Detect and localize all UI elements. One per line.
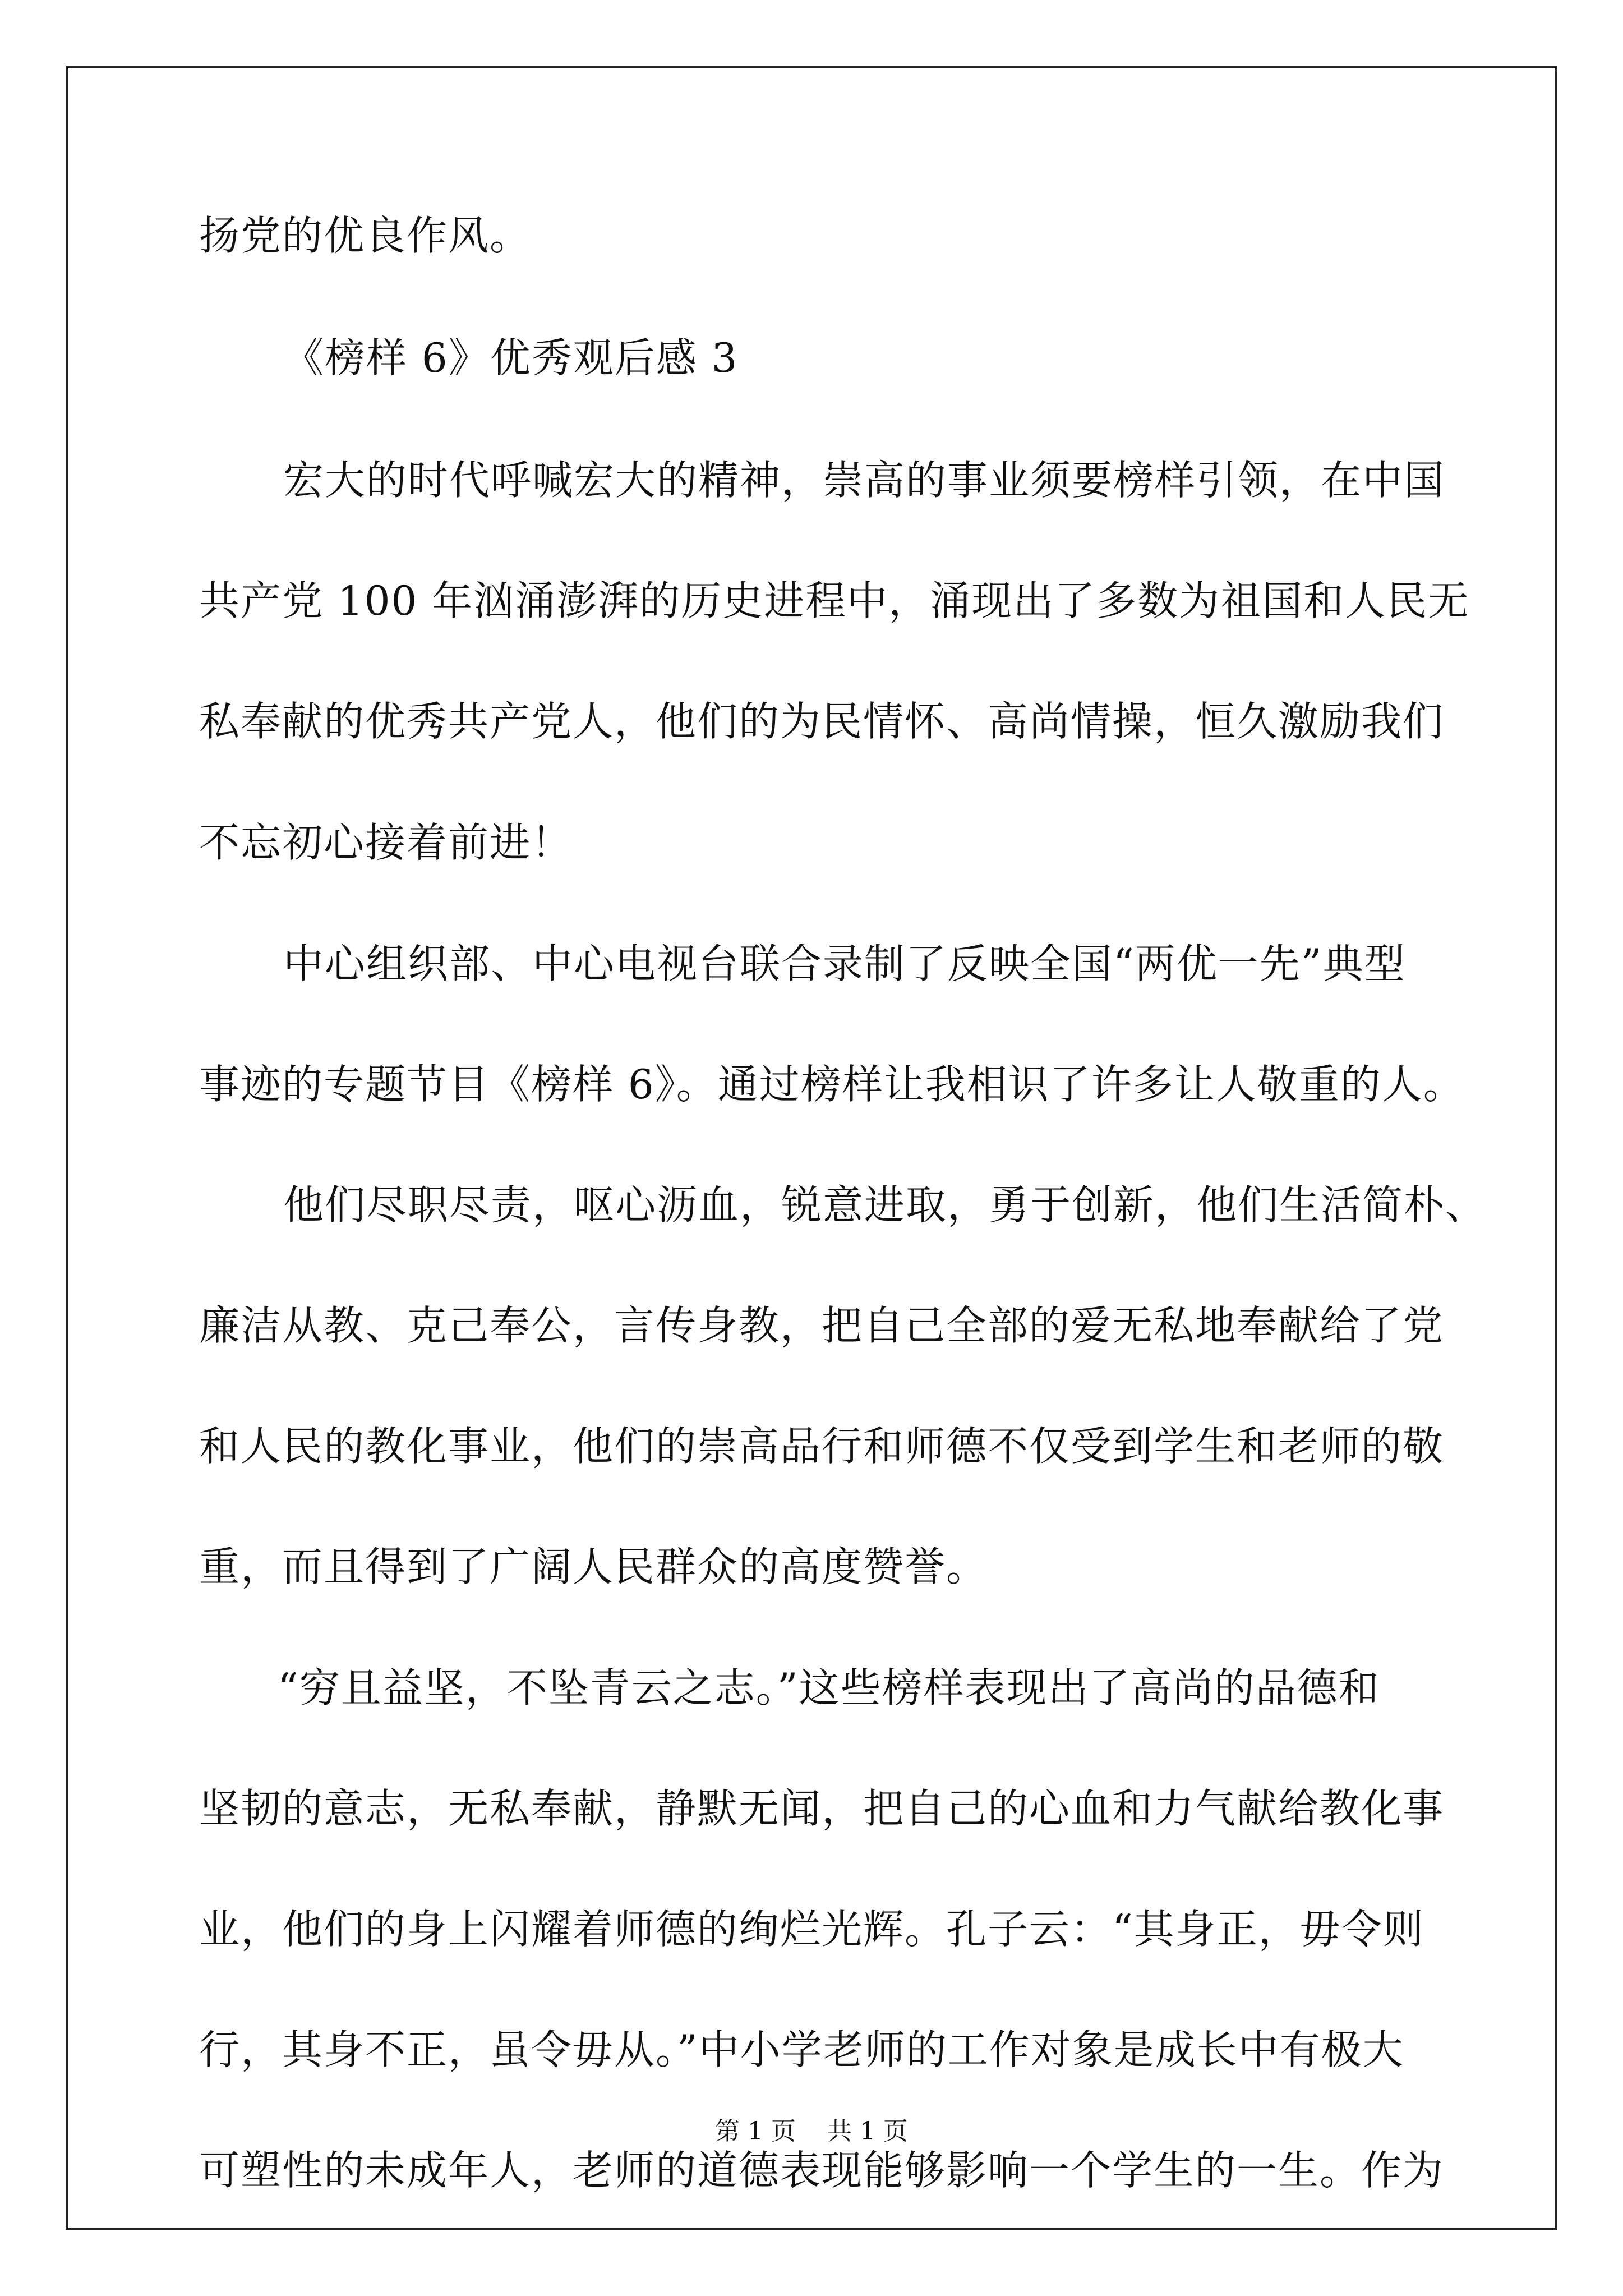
paragraph-line: 他们尽职尽责，呕心沥血，锐意进取，勇于创新，他们生活简朴、 [283, 1181, 1487, 1228]
paragraph-line: 重，而且得到了广阔人民群众的高度赞誉。 [199, 1543, 988, 1590]
paragraph-line: 廉洁从教、克己奉公，言传身教，把自己全部的爱无私地奉献给了党 [199, 1302, 1445, 1349]
paragraph-line: “穷且益坚，不坠青云之志。”这些榜样表现出了高尚的品德和 [278, 1664, 1380, 1711]
paragraph-line: 坚韧的意志，无私奉献，静默无闻，把自己的心血和力气献给教化事 [199, 1785, 1445, 1832]
section-heading: 《榜样 6》优秀观后感 3 [283, 334, 739, 381]
paragraph-line: 中心组织部、中心电视台联合录制了反映全国“两优一先”典型 [283, 940, 1406, 987]
paragraph-line: 可塑性的未成年人，老师的道德表现能够影响一个学生的一生。作为 [199, 2147, 1445, 2194]
paragraph-line: 共产党 100 年汹涌澎湃的历史进程中，涌现出了多数为祖国和人民无 [199, 577, 1470, 624]
paragraph-line: 和人民的教化事业，他们的崇高品行和师德不仅受到学生和老师的敬 [199, 1423, 1445, 1470]
paragraph-line: 行，其身不正，虽令毋从。”中小学老师的工作对象是成长中有极大 [199, 2026, 1404, 2073]
paragraph-line: 宏大的时代呼喊宏大的精神，崇高的事业须要榜样引领，在中国 [283, 457, 1446, 504]
text-line: 扬党的优良作风。 [199, 212, 532, 259]
paragraph-line: 私奉献的优秀共产党人，他们的为民情怀、高尚情操，恒久激励我们 [199, 698, 1445, 745]
paragraph-line: 业，他们的身上闪耀着师德的绚烂光辉。孔子云：“其身正，毋令则 [199, 1906, 1424, 1953]
paragraph-line: 事迹的专题节目《榜样 6》。通过榜样让我相识了许多让人敬重的人。 [199, 1061, 1465, 1108]
page-footer: 第 1 页 共 1 页 [715, 2117, 908, 2146]
paragraph-line: 不忘初心接着前进！ [199, 819, 573, 866]
